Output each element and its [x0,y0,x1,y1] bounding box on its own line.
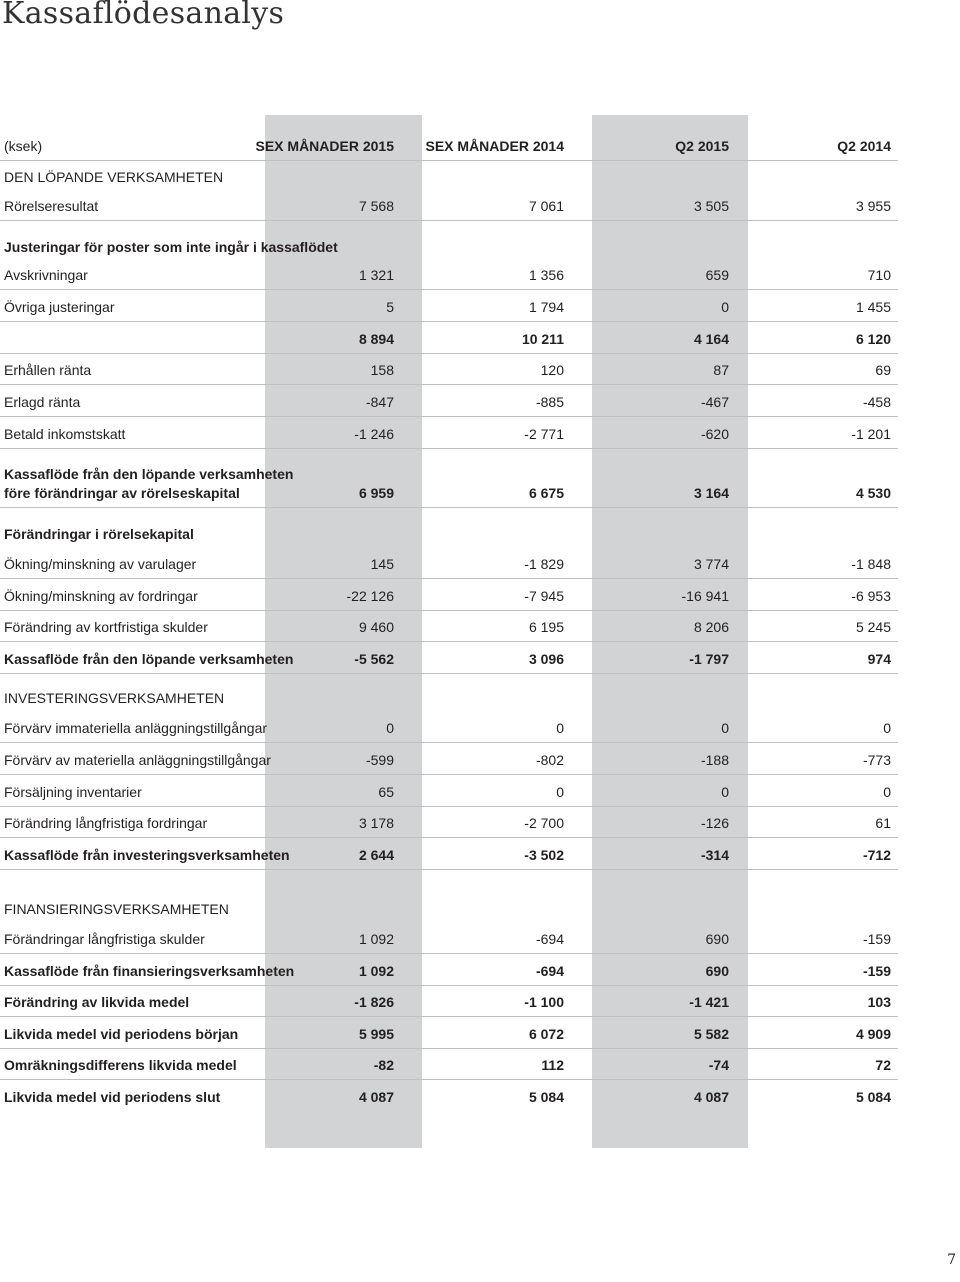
table-row: Övriga justeringar 5 1 794 0 1 455 [0,290,898,322]
table-row: Avskrivningar 1 321 1 356 659 710 [0,261,898,290]
subtotal-row: Omräkningsdifferens likvida medel -82 112 -74 72 [0,1049,898,1080]
column-header-q2-2014: Q2 2014 [837,138,891,154]
table-row: Ökning/minskning av fordringar -22 126 -7 945 -16 941 -6 953 [0,579,898,611]
subtotal-row: Kassaflöde från den löpande verksamheten före förändringar av rörelseskapital 6 959 6 675 3 164 4 530 [0,449,898,508]
unit-label: (ksek) [4,138,43,154]
table-row: Förvärv av materiella anläggningstillgångar -599 -802 -188 -773 [0,743,898,775]
cashflow-table [0,128,898,1111]
subtotal-row: Kassaflöde från investeringsverksamheten 2 644 -3 502 -314 -712 [0,838,898,870]
column-header-six-months-2015: SEX MÅNADER 2015 [255,138,394,154]
page-title: Kassaflödesanalys [2,0,285,31]
column-header-q2-2015: Q2 2015 [675,138,729,154]
table-row: Försäljning inventarier 65 0 0 0 [0,775,898,807]
table-header-row [0,128,898,161]
subsection-heading: Förändringar i rörelsekapital [4,526,194,542]
subsection-heading: Justeringar för poster som inte ingår i kassaflödet [4,239,338,255]
column-header-six-months-2014: SEX MÅNADER 2014 [425,138,564,154]
subtotal-row: Likvida medel vid periodens början 5 995 6 072 5 582 4 909 [0,1017,898,1049]
table-row: Betald inkomstskatt -1 246 -2 771 -620 -1 201 [0,417,898,449]
table-row: Förvärv immateriella anläggningstillgångar 0 0 0 0 [0,712,898,743]
table-row: Förändring av kortfristiga skulder 9 460 6 195 8 206 5 245 [0,611,898,642]
subtotal-row: Förändring av likvida medel -1 826 -1 100 -1 421 103 [0,986,898,1017]
table-row: Erlagd ränta -847 -885 -467 -458 [0,385,898,417]
subtotal-row: Kassaflöde från den löpande verksamheten -5 562 3 096 -1 797 974 [0,642,898,674]
subtotal-row: Kassaflöde från finansieringsverksamheten 1 092 -694 690 -159 [0,954,898,986]
total-row: Likvida medel vid periodens slut 4 087 5 084 4 087 5 084 [4,1089,891,1105]
page-number: 7 [947,1252,956,1268]
section-heading: INVESTERINGSVERKSAMHETEN [4,690,225,706]
section-heading: DEN LÖPANDE VERKSAMHETEN [4,169,224,185]
table-row: Rörelseresultat 7 568 7 061 3 505 3 955 [0,191,898,221]
subtotal-row: 8 894 10 211 4 164 6 120 [0,322,898,354]
table-row: Förändring långfristiga fordringar 3 178 -2 700 -126 61 [0,807,898,838]
section-heading: FINANSIERINGSVERKSAMHETEN [4,901,229,917]
table-row: Förändringar långfristiga skulder 1 092 -694 690 -159 [0,923,898,954]
table-row: Erhållen ränta 158 120 87 69 [0,354,898,385]
table-row: Ökning/minskning av varulager 145 -1 829 3 774 -1 848 [0,548,898,579]
